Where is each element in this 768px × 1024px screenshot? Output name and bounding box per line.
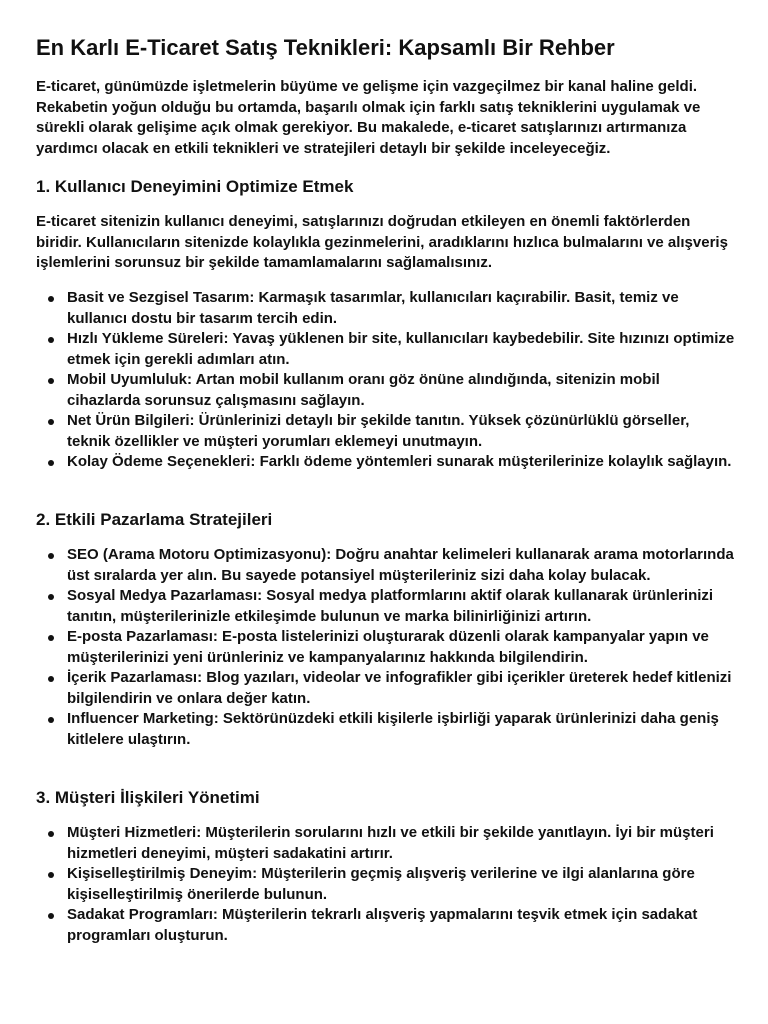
list-item: Sadakat Programları: Müşterilerin tekrarlı alışveriş yapmalarını teşvik etmek için sadakat programları oluşturun. — [36, 905, 736, 946]
bullet-icon — [48, 717, 54, 723]
section-heading-2: 2. Etkili Pazarlama Stratejileri — [36, 510, 273, 529]
list-item: İçerik Pazarlaması: Blog yazıları, videolar ve infografikler gibi içerikler üreterek hedef kitlenizi bilgilendirin ve onlara değer katın. — [36, 668, 736, 709]
bullet-icon — [48, 913, 54, 919]
section-heading-1: 1. Kullanıcı Deneyimini Optimize Etmek — [36, 177, 354, 196]
section-heading-3: 3. Müşteri İlişkileri Yönetimi — [36, 788, 260, 807]
bullet-icon — [48, 594, 54, 600]
bullet-icon — [48, 872, 54, 878]
bullet-icon — [48, 378, 54, 384]
list-item: Kolay Ödeme Seçenekleri: Farklı ödeme yöntemleri sunarak müşterilerinize kolaylık sağlayın. — [36, 452, 736, 473]
bullet-icon — [48, 296, 54, 302]
section-3-list — [36, 823, 736, 946]
list-item: Müşteri Hizmetleri: Müşterilerin sorularını hızlı ve etkili bir şekilde yanıtlayın. İyi bir müşteri hizmetleri deneyimi, müşteri sadakatini artırır. — [36, 823, 736, 864]
bullet-icon — [48, 337, 54, 343]
list-item: Influencer Marketing: Sektörünüzdeki etkili kişilerle işbirliği yaparak ürünlerinizi daha geniş kitlelere ulaştırın. — [36, 709, 736, 750]
list-item: SEO (Arama Motoru Optimizasyonu): Doğru anahtar kelimeleri kullanarak arama motorlarında üst sıralarda yer alın. Bu sayede potansiyel müşterileriniz sizi daha kolay bulacak. — [36, 545, 736, 586]
list-item: Hızlı Yükleme Süreleri: Yavaş yüklenen bir site, kullanıcıları kaybedebilir. Site hızınızı optimize etmek için gerekli adımları atın. — [36, 329, 736, 370]
list-item: Sosyal Medya Pazarlaması: Sosyal medya platformlarını aktif olarak kullanarak ürünlerinizi tanıtın, müşterilerinizle etkileşimde bulunun ve marka bilinirliğinizi artırın. — [36, 586, 736, 627]
list-item: Kişiselleştirilmiş Deneyim: Müşterilerin geçmiş alışveriş verilerine ve ilgi alanlarına göre kişiselleştirilmiş önerilerde bulunun. — [36, 864, 736, 905]
list-item: E-posta Pazarlaması: E-posta listelerinizi oluşturarak düzenli olarak kampanyalar yapın ve müşterilerinizi yeni ürünleriniz ve kampanyalarınız hakkında bilgilendirin. — [36, 627, 736, 668]
bullet-icon — [48, 460, 54, 466]
bullet-icon — [48, 553, 54, 559]
section-1-list — [36, 288, 736, 473]
intro-paragraph: E-ticaret, günümüzde işletmelerin büyüme ve gelişme için vazgeçilmez bir kanal haline geldi. Rekabetin yoğun olduğu bu ortamda, başarılı olmak için farklı satış tekniklerini uygulamak ve sürekli olarak gelişime açık olmak gerekiyor. Bu makalede, e-ticaret satışlarınızı artırmanıza yardımcı olacak en etkili teknikleri ve stratejileri detaylı bir şekilde inceleyeceğiz. — [36, 78, 701, 157]
list-item: Basit ve Sezgisel Tasarım: Karmaşık tasarımlar, kullanıcıları kaçırabilir. Basit, temiz ve kullanıcı dostu bir tasarım tercih edin. — [36, 288, 736, 329]
bullet-icon — [48, 635, 54, 641]
page-title: En Karlı E-Ticaret Satış Teknikleri: Kapsamlı Bir Rehber — [36, 35, 615, 60]
section-2-list — [36, 545, 736, 750]
list-item: Mobil Uyumluluk: Artan mobil kullanım oranı göz önüne alındığında, sitenizin mobil cihazlarda sorunsuz çalışmasını sağlayın. — [36, 370, 736, 411]
bullet-icon — [48, 676, 54, 682]
section-1-paragraph: E-ticaret sitenizin kullanıcı deneyimi, satışlarınızı doğrudan etkileyen en önemli faktörlerden biridir. Kullanıcıların sitenizde kolaylıkla gezinmelerini, aradıklarını hızlıca bulmalarını ve alışveriş işlemlerini sorunsuz bir şekilde tamamlamalarını sağlamalısınız. — [36, 213, 728, 271]
bullet-icon — [48, 419, 54, 425]
bullet-icon — [48, 831, 54, 837]
list-item: Net Ürün Bilgileri: Ürünlerinizi detaylı bir şekilde tanıtın. Yüksek çözünürlüklü görseller, teknik özellikler ve müşteri yorumları eklemeyi unutmayın. — [36, 411, 736, 452]
